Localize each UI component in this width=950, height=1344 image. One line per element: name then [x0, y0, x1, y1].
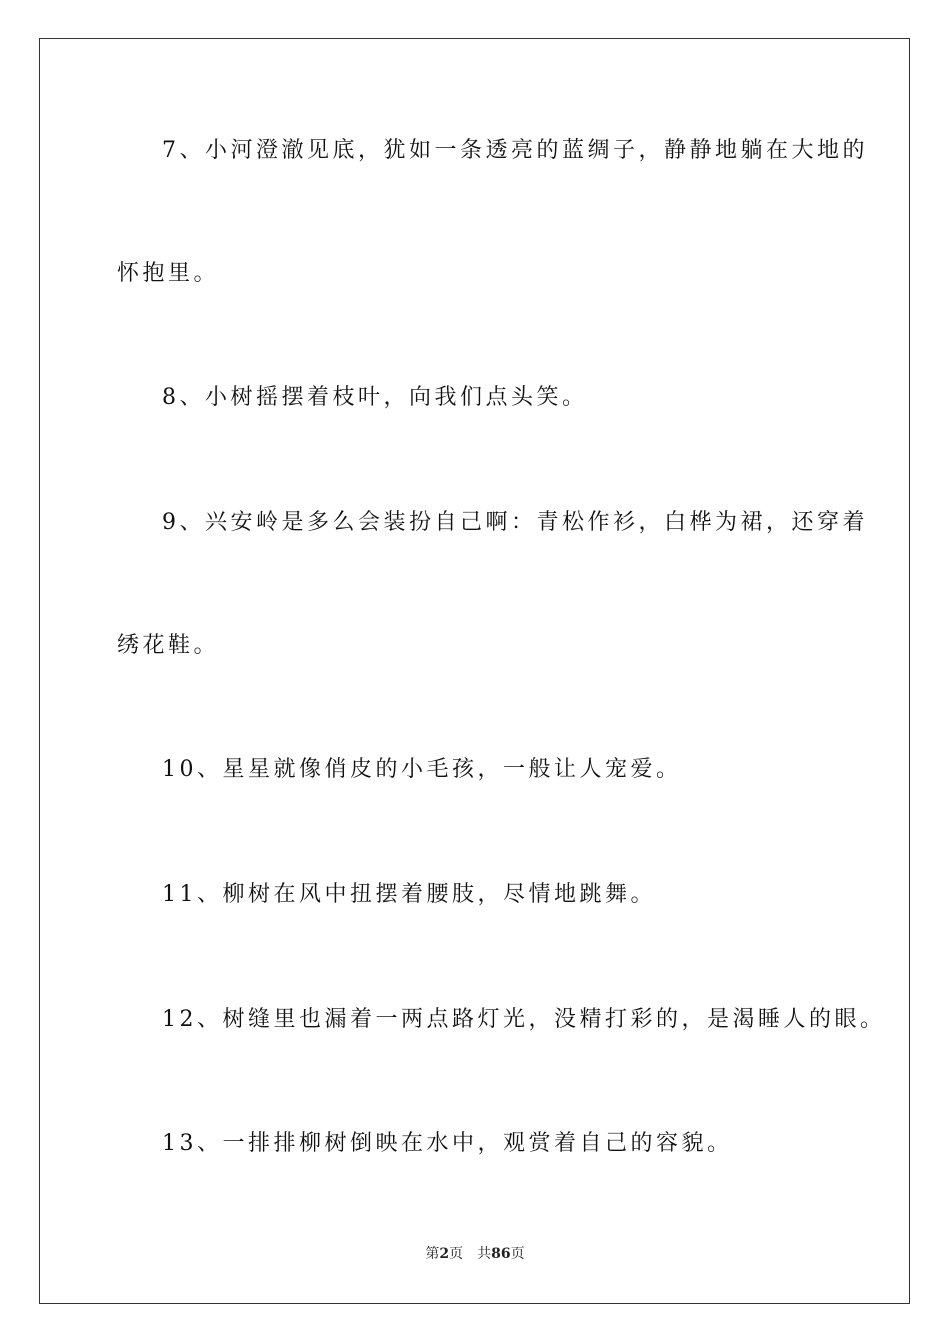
paragraph-7-line-2: 怀抱里。	[117, 261, 220, 286]
paragraph-13: 13、一排排柳树倒映在水中，观赏着自己的容貌。	[162, 1131, 733, 1156]
total-prefix: 共	[477, 1246, 492, 1262]
paragraph-9-line-1: 9、兴安岭是多么会装扮自己啊：青松作衫，白桦为裙，还穿着	[162, 510, 868, 535]
paragraph-12: 12、树缝里也漏着一两点路灯光，没精打彩的，是渴睡人的眼。	[162, 1007, 886, 1032]
paragraph-7-line-1: 7、小河澄澈见底，犹如一条透亮的蓝绸子，静静地躺在大地的	[162, 138, 868, 163]
paragraph-9-line-2: 绣花鞋。	[117, 633, 220, 658]
paragraph-8: 8、小树摇摆着枝叶，向我们点头笑。	[162, 385, 588, 410]
page-suffix: 页	[449, 1246, 464, 1262]
paragraph-10: 10、星星就像俏皮的小毛孩，一般让人宠爱。	[162, 757, 682, 782]
total-suffix: 页	[510, 1246, 525, 1262]
page-footer	[0, 1245, 950, 1263]
total-pages: 86	[491, 1246, 511, 1262]
page-number: 2	[439, 1246, 450, 1262]
paragraph-11: 11、柳树在风中扭摆着腰肢，尽情地跳舞。	[162, 882, 656, 907]
page-border	[39, 38, 910, 1304]
page-prefix: 第	[425, 1246, 440, 1262]
